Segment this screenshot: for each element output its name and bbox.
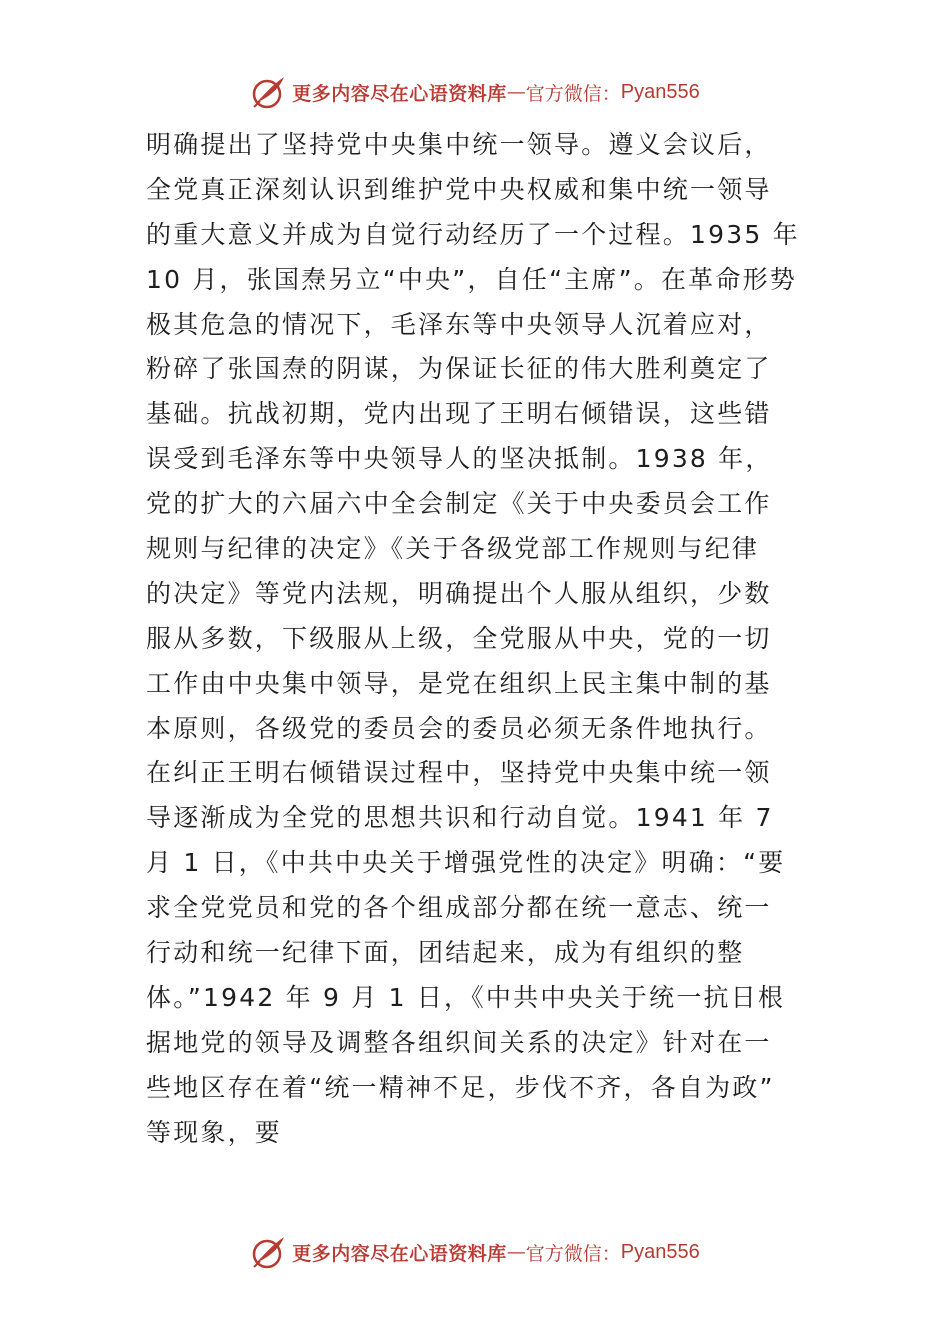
document-body bbox=[146, 123, 808, 1155]
header-wechat-id: Pyan556 bbox=[620, 80, 700, 103]
quill-logo-icon bbox=[250, 73, 288, 111]
header-banner bbox=[0, 72, 950, 112]
body-line: 规则与纪律的决定》《关于各级党部工作规则与纪律 bbox=[146, 534, 760, 564]
body-line: 基础。抗战初期，党内出现了王明右倾错误，这些错 bbox=[146, 399, 772, 429]
header-wechat-label: 官方微信： bbox=[525, 82, 621, 105]
body-line: 粉碎了张国焘的阴谋，为保证长征的伟大胜利奠定了 bbox=[146, 354, 772, 384]
body-line: 10 月，张国焘另立“中央”，自任“主席”。在革命形势 bbox=[146, 264, 797, 294]
footer-separator: — bbox=[506, 1241, 526, 1263]
body-line: 导逐渐成为全党的思想共识和行动自觉。1941 年 7 bbox=[146, 803, 774, 833]
body-line: 求全党党员和党的各个组成部分都在统一意志、统一 bbox=[146, 893, 772, 923]
body-line: 等现象，要 bbox=[146, 1117, 283, 1147]
body-line: 据地党的领导及调整各组织间关系的决定》针对在一 bbox=[146, 1027, 772, 1057]
footer-wechat-label: 官方微信： bbox=[525, 1242, 621, 1265]
body-line: 工作由中央集中领导，是党在组织上民主集中制的基 bbox=[146, 668, 772, 698]
body-line: 全党真正深刻认识到维护党中央权威和集中统一领导 bbox=[146, 174, 772, 204]
body-line: 行动和统一纪律下面，团结起来，成为有组织的整 bbox=[146, 938, 745, 968]
quill-logo-icon bbox=[250, 1233, 288, 1271]
body-line: 些地区存在着“统一精神不足，步伐不齐，各自为政” bbox=[146, 1072, 775, 1102]
body-line: 极其危急的情况下，毛泽东等中央领导人沉着应对， bbox=[146, 309, 772, 339]
body-line: 本原则，各级党的委员会的委员必须无条件地执行。 bbox=[146, 713, 772, 743]
body-line: 明确提出了坚持党中央集中统一领导。遵义会议后， bbox=[146, 130, 772, 159]
body-line: 月 1 日，《中共中央关于增强党性的决定》明确：“要 bbox=[146, 848, 786, 878]
footer-site-text: 更多内容尽在心语资料库 bbox=[292, 1242, 507, 1265]
body-line: 服从多数，下级服从上级，全党服从中央，党的一切 bbox=[146, 623, 772, 653]
body-line: 体。”1942 年 9 月 1 日，《中共中央关于统一抗日根 bbox=[146, 982, 786, 1012]
body-line: 的决定》等党内法规，明确提出个人服从组织，少数 bbox=[146, 578, 772, 608]
footer-banner bbox=[0, 1232, 950, 1272]
body-line: 党的扩大的六届六中全会制定《关于中央委员会工作 bbox=[146, 489, 772, 519]
body-line: 误受到毛泽东等中央领导人的坚决抵制。1938 年， bbox=[146, 444, 773, 474]
body-line: 在纠正王明右倾错误过程中，坚持党中央集中统一领 bbox=[146, 758, 772, 788]
header-site-text: 更多内容尽在心语资料库 bbox=[292, 82, 507, 105]
footer-wechat-id: Pyan556 bbox=[620, 1240, 700, 1263]
body-line: 的重大意义并成为自觉行动经历了一个过程。1935 年 bbox=[146, 219, 800, 249]
header-separator: — bbox=[506, 81, 526, 103]
